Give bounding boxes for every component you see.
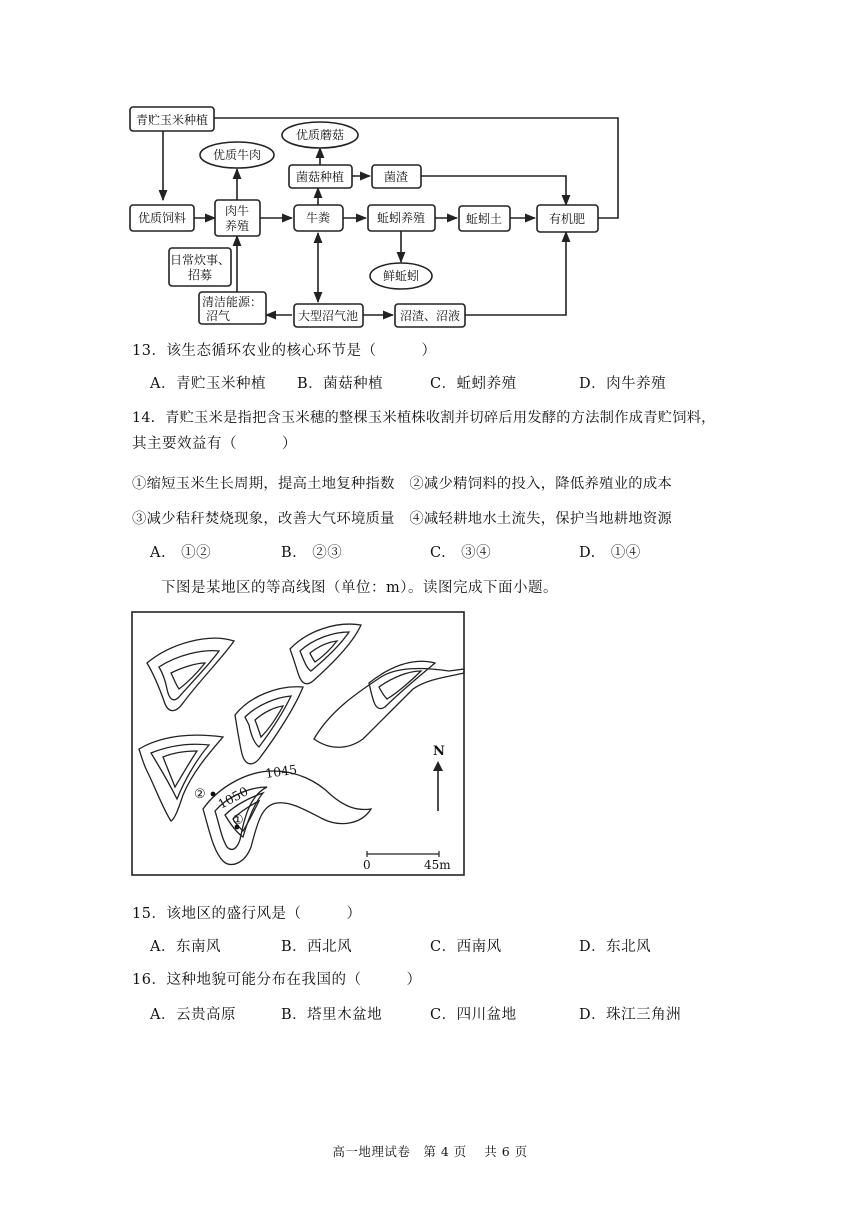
scale-end-label: 45m — [424, 858, 451, 872]
q13-option-a: A．青贮玉米种植 — [150, 376, 266, 392]
q15-option-c: C．西南风 — [430, 939, 502, 955]
node-fresh-worm-label: 鲜蚯蚓 — [382, 269, 420, 283]
q16-option-a: A．云贵高原 — [150, 1007, 236, 1023]
node-mushroom-quality-label: 优质蘑菇 — [295, 128, 345, 142]
contour-intro: 下图是某地区的等高线图（单位：m）。读图完成下面小题。 — [161, 580, 558, 596]
q15-option-d: D．东北风 — [579, 939, 652, 955]
q14-option-a: A. ①② — [150, 545, 212, 561]
q14-option-d: D. ①④ — [579, 545, 641, 561]
point-2-dot — [211, 792, 216, 797]
q15-stem: 15．该地区的盛行风是（ ） — [132, 906, 362, 922]
node-clean-label-1: 清洁能源： — [201, 295, 263, 309]
contour-label-1045: 1045 — [264, 761, 298, 781]
q15-option-b: B．西北风 — [281, 939, 353, 955]
node-wormsoil-label: 蚯蚓土 — [465, 212, 503, 226]
contour-label-1050: 1050 — [215, 783, 251, 812]
node-manure-label: 牛粪 — [305, 211, 331, 225]
node-feed-label: 优质饲料 — [137, 211, 187, 225]
q16-option-b: B．塔里木盆地 — [281, 1007, 383, 1023]
q16-stem: 16．这种地貌可能分布在我国的（ ） — [132, 972, 422, 988]
contour-map — [131, 611, 465, 876]
page-footer: 高一地理试卷 第 4 页 共 6 页 — [332, 1144, 528, 1159]
node-clean-label-2: 沼气 — [205, 309, 231, 323]
north-label: N — [433, 744, 445, 759]
q16-option-d: D．珠江三角洲 — [579, 1007, 682, 1023]
node-corn-label: 青贮玉米种植 — [135, 113, 209, 127]
q13-option-c: C．蚯蚓养殖 — [430, 376, 517, 392]
node-residue-label: 菌渣 — [383, 170, 409, 184]
q14-statements-line1: ①缩短玉米生长周期，提高土地复种指数 ②减少精饲料的投入，降低养殖业的成本 — [132, 476, 673, 492]
node-cattle-label-2: 养殖 — [224, 219, 250, 233]
q16-option-c: C．四川盆地 — [430, 1007, 517, 1023]
node-biogas-label: 大型沼气池 — [297, 309, 359, 323]
q14-option-b: B. ②③ — [281, 545, 343, 561]
q14-stem-line1: 14．青贮玉米是指把含玉米穗的整棵玉米植株收割并切碎后用发酵的方法制作成青贮饲料， — [132, 410, 716, 426]
node-cattle-label-1: 肉牛 — [224, 204, 250, 218]
node-fertilizer-label: 有机肥 — [548, 212, 586, 226]
q13-option-b: B．菌菇种植 — [297, 376, 384, 392]
node-slurry-label: 沼渣、沼液 — [399, 309, 461, 323]
node-daily-label-2: 招募 — [187, 268, 213, 282]
point-2-label: ② — [194, 787, 206, 802]
node-beef-quality-label: 优质牛肉 — [212, 148, 262, 162]
q14-statements-line2: ③减少秸秆焚烧现象，改善大气环境质量 ④减轻耕地水土流失，保护当地耕地资源 — [132, 511, 673, 527]
node-mushroom-grow-label: 菌菇种植 — [295, 170, 345, 184]
point-1-label: ① — [232, 813, 244, 828]
q14-stem-line2: 其主要效益有（ ） — [132, 436, 297, 452]
q13-option-d: D．肉牛养殖 — [579, 376, 667, 392]
scale-start-label: 0 — [363, 858, 371, 872]
node-earthworm-label: 蚯蚓养殖 — [376, 211, 426, 225]
q13-stem: 13．该生态循环农业的核心环节是（ ） — [132, 343, 437, 359]
q14-option-c: C. ③④ — [430, 545, 492, 561]
node-daily-label-1: 日常炊事、 — [169, 253, 231, 267]
eco-cycle-flow-diagram — [0, 0, 860, 340]
q15-option-a: A．东南风 — [150, 939, 221, 955]
